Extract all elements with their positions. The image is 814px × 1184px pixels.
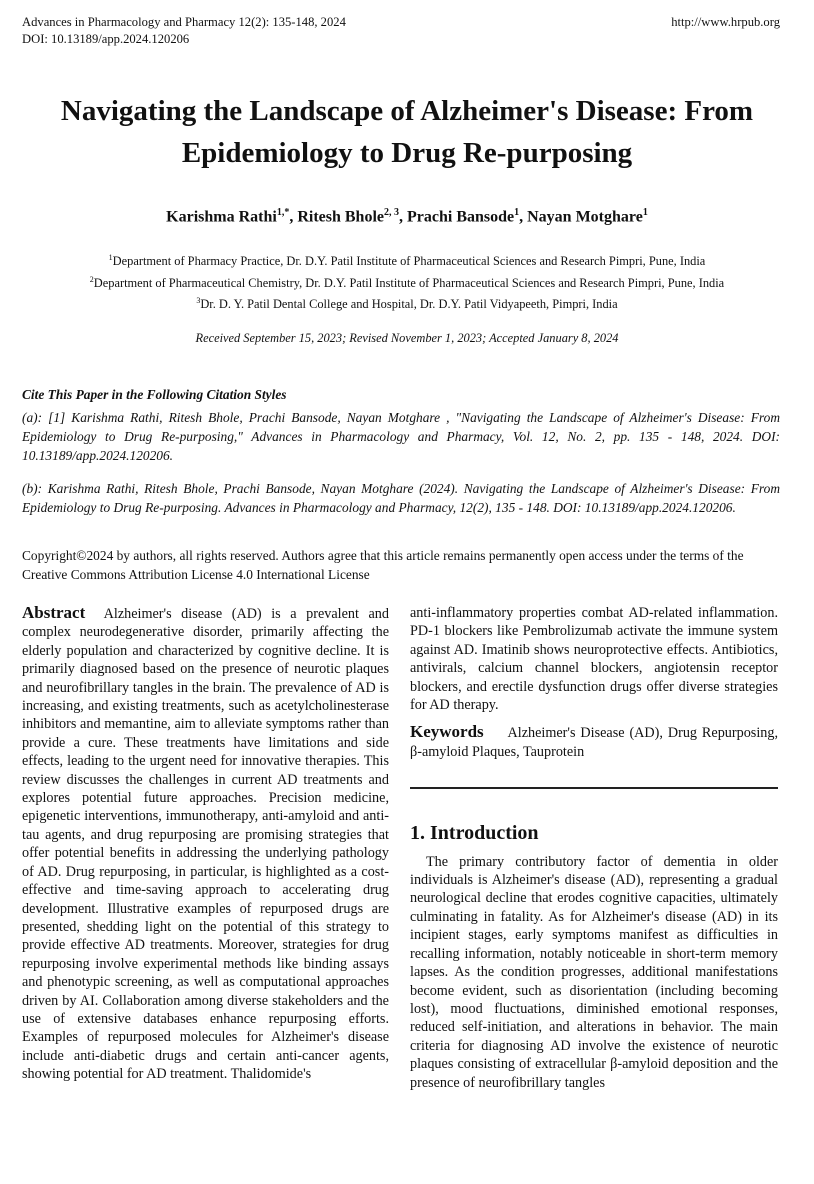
introduction-heading: 1. Introduction (410, 822, 539, 845)
affiliation (0, 271, 814, 293)
citation-heading: Cite This Paper in the Following Citation Styles (22, 387, 287, 402)
journal-doi: DOI: 10.13189/app.2024.120206 (22, 32, 190, 46)
author-list: Karishma Rathi$^{1,*}$, Ritesh Bhole$^{2, 3}$, Prachi Bansode$^1$, Nayan Motghare$^1$ (166, 207, 648, 226)
left-column (22, 604, 389, 1084)
abstract-text: Alzheimer's disease (AD) is a prevalent and complex neurodegenerative disorder, primarily affecting the elderly population and characterized by cognitive decline. It is primarily diagnosed based on the presence of neurotic plaques and neurofibrillary tangles in the brain. The prevalence of AD is increasing, and existing treatments, such as acetylcholinesterase inhibitors and memantine, aim to alleviate symptoms rather than provide a cure. These treatments have limitations and side effects, leading to the urgent need for innovative therapies. This review discusses the challenges in current AD treatments and explores potential future approaches. Precision medicine, epigenetic interventions, immunotherapy, anti-amyloid and anti-tau agents, and drug repurposing are promising strategies that offer potential benefits in addressing the underlying pathology of AD. Drug repurposing, in particular, is highlighted as a cost-effective and time-saving approach to accelerating drug development. Illustrative examples of repurposed drugs are presented, shedding light on the potential of this strategy to provide effective AD treatments. Moreover, strategies for drug repurposing involve experimental methods like binding assays and phenotypic screening, as well as computational approaches driven by AI. Collaboration among diverse stakeholders and the use of extensive databases enhance repurposing efforts. Examples of repurposed molecules for Alzheimer's disease include anti-diabetic drugs and certain anti-cancer agents, showing potential for AD treatment. Thalidomide's (22, 606, 389, 1083)
journal-header (22, 14, 346, 48)
copyright-notice: Copyright©2024 by authors, all rights reserved. Authors agree that this article remains permanently open access under the terms of the Creative Commons Attribution License 4.0 International License (22, 548, 744, 582)
keywords-label: Keywords (410, 722, 484, 742)
author-name: Ritesh Bhole (297, 208, 384, 226)
author-sup: 1 (642, 207, 648, 218)
keywords-block (410, 723, 778, 761)
author-sup: 1 (514, 207, 520, 218)
affiliation-text: Dr. D. Y. Patil Dental College and Hospital, Dr. D.Y. Patil Vidyapeeth, Pimpri, India (200, 297, 618, 312)
journal-citation: Advances in Pharmacology and Pharmacy 12(2): 135-148, 2024 (22, 15, 346, 29)
introduction-text: The primary contributory factor of dementia in older individuals is Alzheimer's disease (AD), representing a gradual neurological decline that erodes cognitive capacities, ultimately culminating in fatality. As for Alzheimer's disease (AD) in its incipient stages, early symptoms manifest as difficulties in recalling information, notably noticeable in short-term memory lapses. As the condition progresses, additional manifestations become evident, such as disorientation (including becoming lost), mood fluctuations, diminished emotional responses, reduced self-initiation, and alterations in behavior. The main criteria for diagnosing AD involve the existence of neurotic plaques consisting of extracellular β-amyloid deposition and the presence of neurofibrillary tangles (410, 853, 778, 1091)
affiliation-sup: 1 (108, 253, 113, 262)
citation-style-b: (b): Karishma Rathi, Ritesh Bhole, Prachi Bansode, Nayan Motghare (2024). Navigating the Landscape of Alzheimer's Disease: From Epidemiology to Drug Re-purposing. Advances in Pharmacology and Pharmacy, 12(2), 135 - 148. DOI: 10.13189/app.2024.120206. (22, 481, 780, 515)
affiliation-sup: 2 (89, 274, 94, 284)
author-name: Prachi Bansode (407, 208, 515, 226)
journal-url[interactable]: http://www.hrpub.org (671, 15, 780, 29)
affiliations (0, 249, 814, 314)
affiliation (0, 292, 814, 314)
keywords-text: Alzheimer's Disease (AD), Drug Repurposing, β-amyloid Plaques, Tauprotein (410, 725, 778, 760)
right-column (410, 604, 778, 1092)
abstract-continued: anti-inflammatory properties combat AD-related inflammation. PD-1 blockers like Pembrolizumab activate the immune system against AD. Imatinib shows neuroprotective effects. Antibiotics, antivirals, calcium channel blockers, angiotensin receptor blockers, and erectile dysfunction drugs offer diverse strategies for AD therapy. (410, 605, 778, 714)
received-dates: Received September 15, 2023; Revised November 1, 2023; Accepted January 8, 2024 (195, 331, 619, 345)
author-sup: 2, 3 (384, 207, 399, 218)
affiliation-text: Department of Pharmaceutical Chemistry, Dr. D.Y. Patil Institute of Pharmaceutical Sciences and Research Pimpri, Pune, India (93, 275, 725, 290)
author-sup: 1,* (276, 207, 290, 218)
affiliation-text: Department of Pharmacy Practice, Dr. D.Y. Patil Institute of Pharmaceutical Sciences and Research Pimpri, Pune, India (112, 254, 706, 269)
section-divider (410, 787, 778, 789)
affiliation (0, 249, 814, 271)
abstract-label: Abstract (22, 603, 86, 622)
paper-title: Navigating the Landscape of Alzheimer's Disease: From Epidemiology to Drug Re-purposing (60, 95, 754, 169)
affiliation-sup: 3 (196, 296, 201, 306)
citation-style-a: (a): [1] Karishma Rathi, Ritesh Bhole, Prachi Bansode, Nayan Motghare , "Navigating the Landscape of Alzheimer's Disease: From Epidemiology to Drug Re-purposing," Advances in Pharmacology and Pharmacy, Vol. 12, No. 2, pp. 135 - 148, 2024. DOI: 10.13189/app.2024.120206. (22, 410, 780, 463)
author-name: Karishma Rathi (166, 208, 277, 226)
author-name: Nayan Motghare (527, 208, 643, 226)
